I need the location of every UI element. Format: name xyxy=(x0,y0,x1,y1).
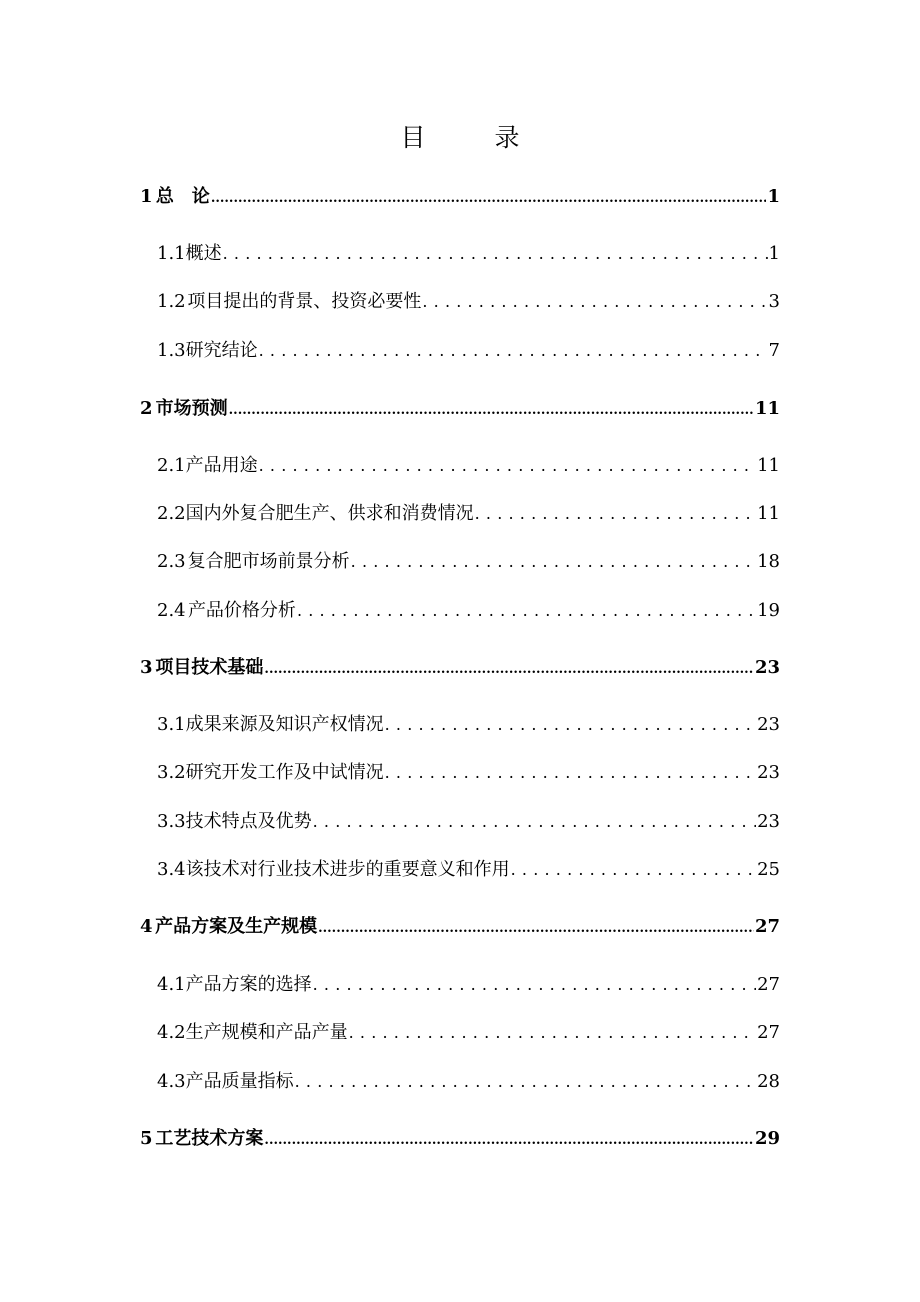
toc-dot-leader xyxy=(223,243,768,264)
toc-entry-section-1-3[interactable] xyxy=(157,336,780,362)
toc-entry-number: 2.2 xyxy=(157,503,186,524)
toc-entry-number: 1.1 xyxy=(157,243,186,264)
toc-dot-leader xyxy=(229,398,754,419)
toc-entry-text: 国内外复合肥生产、供求和消费情况 xyxy=(185,503,474,524)
toc-dot-leader xyxy=(313,974,756,995)
toc-title: 目 录 xyxy=(400,123,542,152)
toc-entry-number: 3.3 xyxy=(157,811,186,832)
toc-entry-page: 11 xyxy=(757,503,780,524)
toc-entry-text: 项目提出的背景、投资必要性 xyxy=(187,291,422,312)
toc-entry-section-3-3[interactable] xyxy=(157,807,780,833)
toc-dot-leader xyxy=(259,340,768,361)
toc-entry-section-2-4[interactable] xyxy=(157,596,780,622)
toc-entry-text: 研究结论 xyxy=(185,340,258,361)
toc-dot-leader xyxy=(264,1128,754,1149)
toc-entry-number: 4.3 xyxy=(157,1071,186,1092)
toc-entry-text: 技术特点及优势 xyxy=(185,811,312,832)
toc-entry-section-3-2[interactable] xyxy=(157,758,780,784)
toc-entry-page: 25 xyxy=(757,859,780,880)
toc-entry-number: 1.3 xyxy=(157,340,186,361)
toc-entry-page: 19 xyxy=(757,600,780,621)
toc-dot-leader xyxy=(264,657,754,678)
toc-entry-text: 产品价格分析 xyxy=(187,600,296,621)
toc-entry-section-2-1[interactable] xyxy=(157,451,780,477)
toc-entry-page: 27 xyxy=(757,974,780,995)
toc-entry-number: 4 xyxy=(140,916,153,937)
toc-entry-text: 成果来源及知识产权情况 xyxy=(185,714,384,735)
toc-entry-chapter-4[interactable] xyxy=(140,912,780,938)
toc-entry-page: 1 xyxy=(767,186,780,207)
toc-entry-page: 11 xyxy=(754,398,780,419)
toc-entry-section-3-4[interactable] xyxy=(157,855,780,881)
toc-entry-chapter-5[interactable] xyxy=(140,1124,780,1150)
toc-dot-leader xyxy=(297,600,756,621)
toc-dot-leader xyxy=(318,916,754,937)
toc-entry-page: 7 xyxy=(768,340,780,361)
toc-entry-text: 市场预测 xyxy=(155,398,228,419)
toc-entry-text: 产品方案及生产规模 xyxy=(155,916,318,937)
toc-entry-text: 研究开发工作及中试情况 xyxy=(185,762,384,783)
toc-entry-number: 3 xyxy=(140,657,153,678)
toc-entry-page: 28 xyxy=(757,1071,780,1092)
toc-dot-leader xyxy=(295,1071,756,1092)
toc-dot-leader xyxy=(349,1022,756,1043)
toc-entry-page: 23 xyxy=(757,811,780,832)
toc-entry-section-2-3[interactable] xyxy=(157,547,780,573)
toc-entry-text: 产品用途 xyxy=(185,455,258,476)
toc-entry-text: 工艺技术方案 xyxy=(155,1128,264,1149)
toc-entry-page: 27 xyxy=(754,916,780,937)
toc-entry-section-1-2[interactable] xyxy=(157,287,780,313)
toc-entry-chapter-3[interactable] xyxy=(140,653,780,679)
toc-entry-number: 1 xyxy=(140,186,153,207)
toc-entry-text: 产品方案的选择 xyxy=(185,974,312,995)
toc-entry-text: 生产规模和产品产量 xyxy=(185,1022,348,1043)
toc-dot-leader xyxy=(422,291,767,312)
toc-dot-leader xyxy=(385,714,756,735)
toc-entry-text: 该技术对行业技术进步的重要意义和作用 xyxy=(185,859,510,880)
toc-entry-chapter-1[interactable] xyxy=(140,182,780,208)
toc-entry-number: 2.4 xyxy=(157,600,186,621)
toc-entry-number: 3.1 xyxy=(157,714,186,735)
toc-entry-text: 概述 xyxy=(185,243,222,264)
toc-entry-page: 11 xyxy=(757,455,780,476)
toc-entry-page: 23 xyxy=(757,714,780,735)
toc-entry-chapter-2[interactable] xyxy=(140,394,780,420)
toc-entry-number: 4.1 xyxy=(157,974,186,995)
toc-entry-page: 18 xyxy=(757,551,780,572)
toc-entry-number: 3.4 xyxy=(157,859,186,880)
toc-dot-leader xyxy=(351,551,756,572)
toc-entry-number: 5 xyxy=(140,1128,153,1149)
toc-entry-number: 3.2 xyxy=(157,762,186,783)
toc-entry-section-4-3[interactable] xyxy=(157,1067,780,1093)
toc-entry-section-4-2[interactable] xyxy=(157,1018,780,1044)
toc-entry-number: 1.2 xyxy=(157,291,186,312)
toc-dot-leader xyxy=(511,859,756,880)
toc-entry-number: 2.1 xyxy=(157,455,186,476)
toc-entry-section-2-2[interactable] xyxy=(157,499,780,525)
toc-entry-number: 2 xyxy=(140,398,153,419)
toc-entry-section-3-1[interactable] xyxy=(157,710,780,736)
toc-entry-section-1-1[interactable] xyxy=(157,239,780,265)
toc-entry-text: 总 论 xyxy=(155,186,210,207)
toc-entry-text: 产品质量指标 xyxy=(185,1071,294,1092)
toc-dot-leader xyxy=(211,186,767,207)
toc-entry-text: 复合肥市场前景分析 xyxy=(187,551,350,572)
toc-entry-page: 23 xyxy=(754,657,780,678)
toc-entry-page: 23 xyxy=(757,762,780,783)
toc-dot-leader xyxy=(259,455,756,476)
toc-entry-section-4-1[interactable] xyxy=(157,970,780,996)
toc-entry-page: 29 xyxy=(754,1128,780,1149)
toc-dot-leader xyxy=(313,811,756,832)
toc-entry-page: 1 xyxy=(768,243,780,264)
toc-entry-page: 27 xyxy=(757,1022,780,1043)
toc-entry-number: 2.3 xyxy=(157,551,186,572)
toc-dot-leader xyxy=(475,503,756,524)
toc-entry-number: 4.2 xyxy=(157,1022,186,1043)
toc-dot-leader xyxy=(385,762,756,783)
toc-entry-text: 项目技术基础 xyxy=(155,657,264,678)
toc-entry-page: 3 xyxy=(768,291,780,312)
